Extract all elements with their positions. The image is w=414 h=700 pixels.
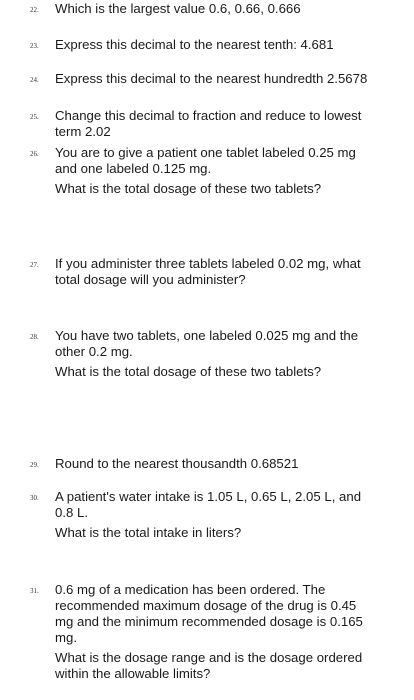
question-followup: What is the total dosage of these two tablets? [55, 181, 322, 196]
question-number: 27. [30, 261, 39, 269]
question-line: 0.8 L. [55, 505, 88, 520]
question-line: Round to the nearest thousandth 0.68521 [55, 456, 299, 471]
question-followup: What is the total intake in liters? [55, 525, 242, 540]
question-text [55, 328, 400, 380]
question-followup: within the allowable limits? [55, 666, 211, 681]
question-text [55, 71, 400, 87]
question-text [55, 489, 400, 541]
question-text [55, 1, 400, 17]
question-line: total dosage will you administer? [55, 272, 246, 287]
question-text [55, 256, 400, 288]
question-line: Change this decimal to fraction and reduce to lowest [55, 108, 362, 123]
question-line: recommended maximum dosage of the drug is 0.45 [55, 598, 357, 613]
question-line: Which is the largest value 0.6, 0.66, 0.666 [55, 1, 301, 16]
question-line: You have two tablets, one labeled 0.025 mg and the [55, 328, 359, 343]
question-followup: What is the total dosage of these two tablets? [55, 364, 322, 379]
question-line: other 0.2 mg. [55, 344, 133, 359]
question-text [55, 37, 400, 53]
question-number: 24. [30, 76, 39, 84]
question-line: mg. [55, 630, 77, 645]
question-number: 28. [30, 333, 39, 341]
question-number: 31. [30, 587, 39, 595]
question-number: 30. [30, 494, 39, 502]
question-line: mg and the minimum recommended dosage is 0.165 [55, 614, 363, 629]
question-line: Express this decimal to the nearest tenth: 4.681 [55, 37, 334, 52]
question-followup: What is the dosage range and is the dosage ordered [55, 650, 363, 665]
question-text [55, 582, 400, 682]
question-line: Express this decimal to the nearest hundredth 2.5678 [55, 71, 368, 86]
question-number: 22. [30, 6, 39, 14]
question-number: 26. [30, 150, 39, 158]
question-number: 25. [30, 113, 39, 121]
question-number: 23. [30, 42, 39, 50]
question-line: 0.6 mg of a medication has been ordered. The [55, 582, 326, 597]
question-text [55, 145, 400, 197]
question-line: If you administer three tablets labeled 0.02 mg, what [55, 256, 361, 271]
question-text [55, 108, 400, 140]
question-line: term 2.02 [55, 124, 111, 139]
question-line: You are to give a patient one tablet labeled 0.25 mg [55, 145, 356, 160]
question-line: and one labeled 0.125 mg. [55, 161, 212, 176]
question-text [55, 456, 400, 472]
question-line: A patient's water intake is 1.05 L, 0.65 L, 2.05 L, and [55, 489, 362, 504]
question-number: 29. [30, 461, 39, 469]
